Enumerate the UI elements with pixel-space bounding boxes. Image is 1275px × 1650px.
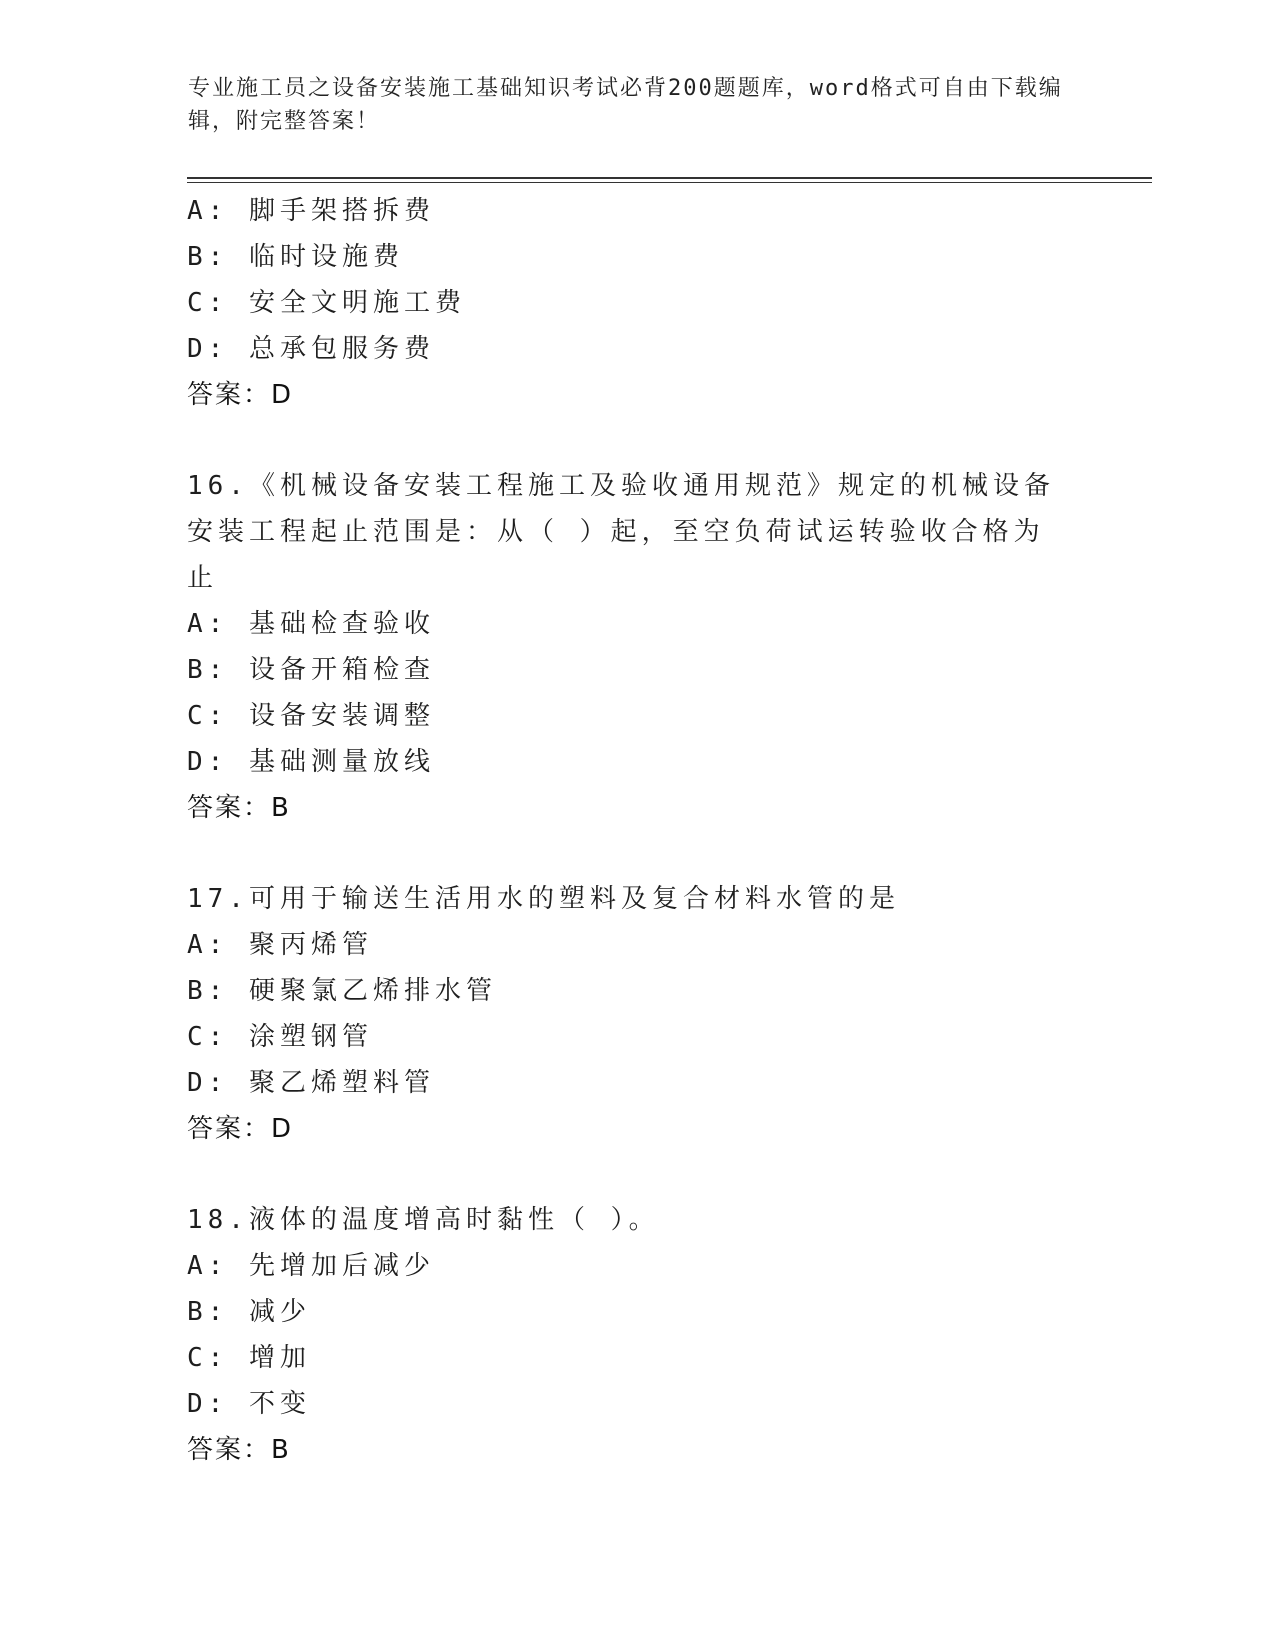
- question-18: [187, 1197, 1147, 1473]
- option-b: B: 减少: [187, 1297, 311, 1327]
- option-a: A: 聚丙烯管: [187, 930, 373, 960]
- question-text: 17.可用于输送生活用水的塑料及复合材料水管的是: [187, 884, 900, 914]
- option-b: B: 硬聚氯乙烯排水管: [187, 976, 497, 1006]
- option-a: A: 先增加后减少: [187, 1251, 435, 1281]
- header-rule-thick: [187, 177, 1152, 179]
- question-text: 16.《机械设备安装工程施工及验收通用规范》规定的机械设备安装工程起止范围是：从（ ）起，至空负荷试运转验收合格为止: [187, 471, 1055, 593]
- question-15: [187, 188, 1147, 418]
- document-header: 专业施工员之设备安装施工基础知识考试必背200题题库，word格式可自由下载编辑，附完整答案！: [188, 76, 1063, 134]
- option-b: B: 设备开箱检查: [187, 655, 435, 685]
- option-c: C: 设备安装调整: [187, 701, 435, 731]
- question-text: 18.液体的温度增高时黏性（ ）。: [187, 1205, 660, 1235]
- question-17: [187, 876, 1147, 1152]
- option-c: C: 安全文明施工费: [187, 288, 466, 318]
- answer-line: 答案：D: [187, 380, 294, 410]
- spacer: [187, 831, 1147, 876]
- option-d: D: 聚乙烯塑料管: [187, 1068, 435, 1098]
- answer-line: 答案：B: [187, 1435, 291, 1465]
- question-16: [187, 463, 1147, 831]
- option-c: C: 涂塑钢管: [187, 1022, 373, 1052]
- spacer: [187, 418, 1147, 463]
- option-d: D: 基础测量放线: [187, 747, 435, 777]
- option-b: B: 临时设施费: [187, 242, 404, 272]
- answer-line: 答案：B: [187, 793, 291, 823]
- option-a: A: 基础检查验收: [187, 609, 435, 639]
- document-body: [187, 188, 1147, 1473]
- header-rule-thin: [187, 182, 1152, 183]
- spacer: [187, 1152, 1147, 1197]
- option-d: D: 不变: [187, 1389, 311, 1419]
- option-d: D: 总承包服务费: [187, 334, 435, 364]
- answer-line: 答案：D: [187, 1114, 294, 1144]
- option-a: A: 脚手架搭拆费: [187, 196, 435, 226]
- option-c: C: 增加: [187, 1343, 311, 1373]
